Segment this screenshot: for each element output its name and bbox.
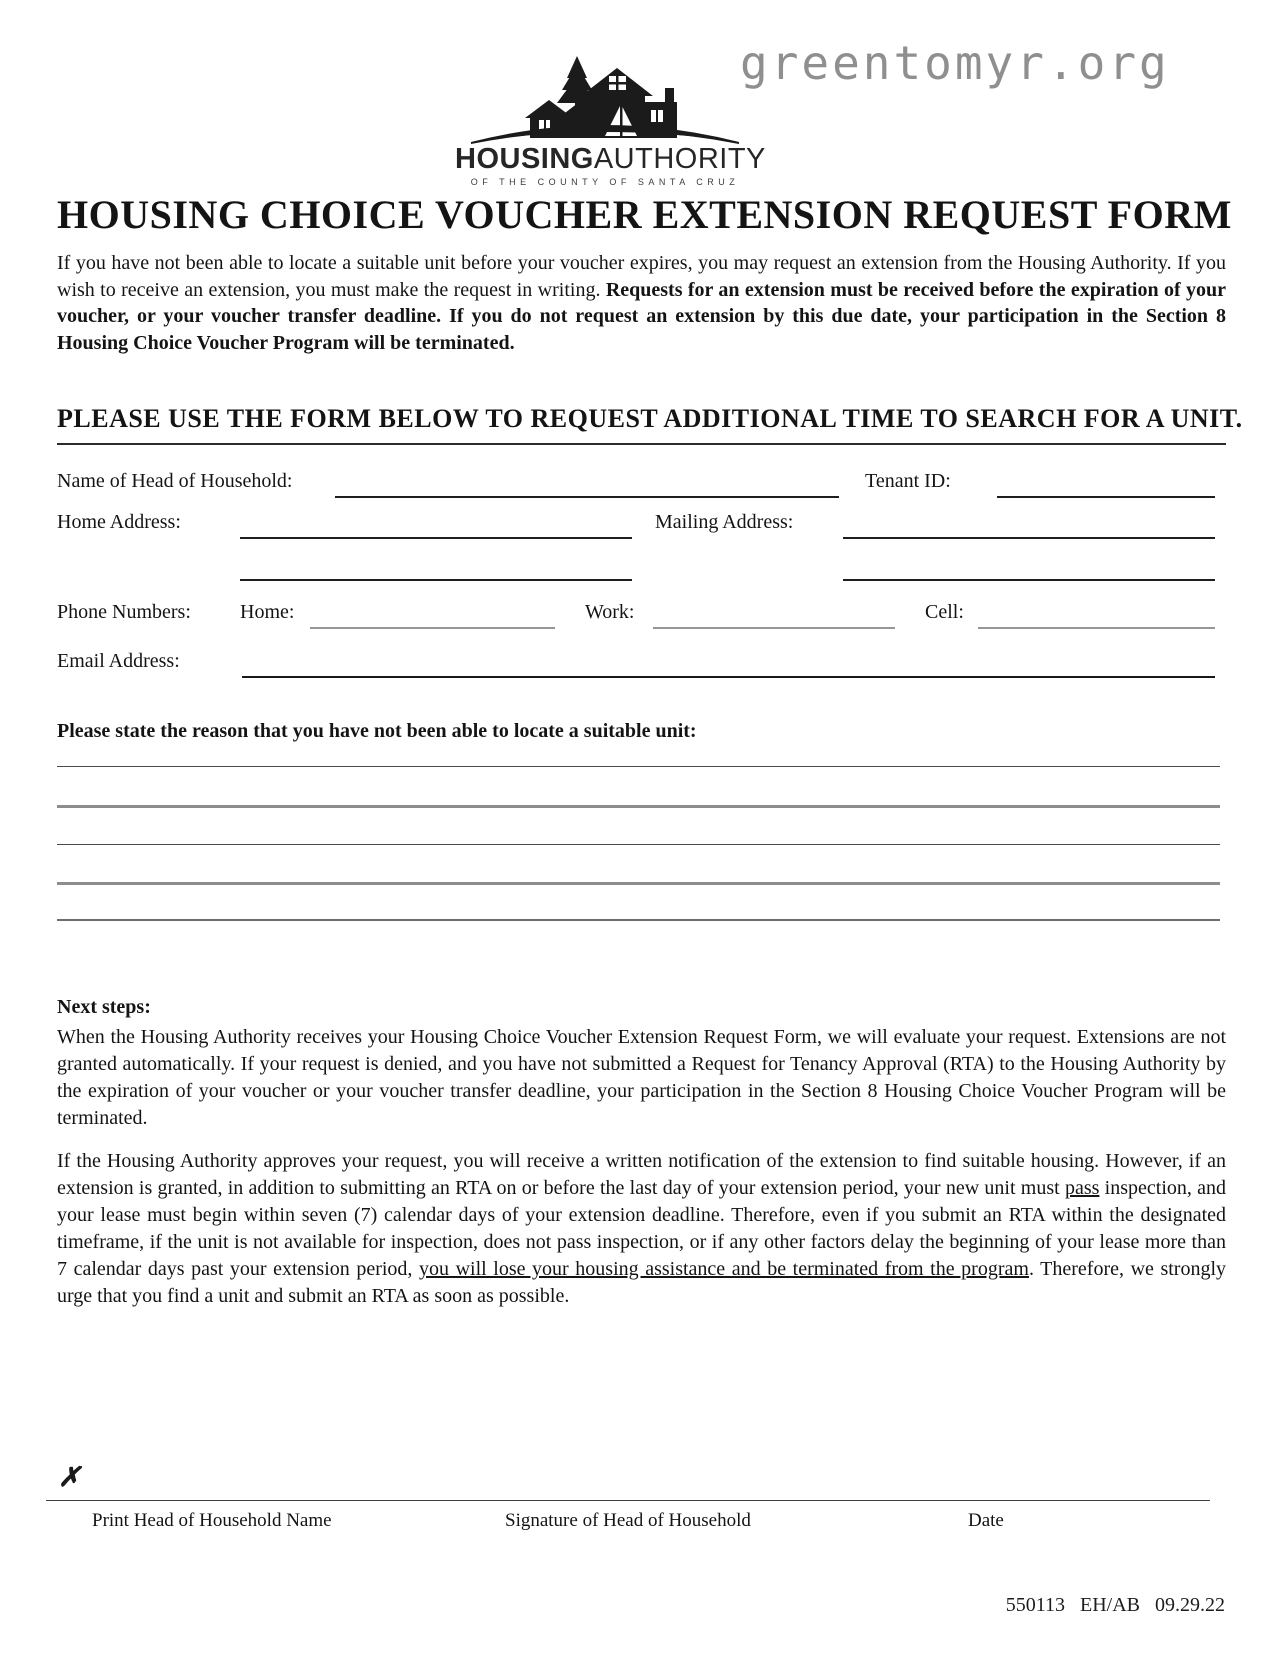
reason-line[interactable] — [57, 844, 1220, 845]
home-address-label: Home Address: — [57, 511, 181, 533]
form-title: HOUSING CHOICE VOUCHER EXTENSION REQUEST FORM — [57, 192, 1232, 237]
print-name-label: Print Head of Household Name — [92, 1510, 332, 1531]
phone-home-label: Home: — [240, 601, 295, 623]
housing-authority-logo — [455, 56, 766, 187]
mailing-address-blank-1[interactable] — [843, 537, 1215, 539]
p2-text-3: . Therefore, we strongly urge that you find a unit and submit an RTA as soon as possible. — [57, 1258, 1227, 1307]
p2-underline-pass: pass — [1064, 1177, 1100, 1199]
mailing-address-label: Mailing Address: — [655, 511, 794, 533]
home-address-blank-2[interactable] — [240, 579, 632, 581]
signature-x-mark: ✗ — [58, 1462, 81, 1492]
tenant-id-blank[interactable] — [997, 496, 1215, 498]
phone-work-label: Work: — [585, 601, 635, 623]
phone-home-blank[interactable] — [310, 627, 555, 629]
name-of-head-label: Name of Head of Household: — [57, 470, 293, 492]
reason-line[interactable] — [57, 766, 1220, 767]
next-steps-paragraph-1: When the Housing Authority receives your Housing Choice Voucher Extension Request Form, we will evaluate your request. Extensions are not granted automatically. If your request is denied, and you have not submitted a Request for Tenancy Approval (RTA) to the Housing Authority by the expiration of your voucher or your voucher transfer deadline, your participation in the Section 8 Housing Choice Voucher Program will be terminated. — [57, 1026, 1226, 1129]
signature-rule[interactable] — [46, 1500, 1210, 1501]
reason-line[interactable] — [57, 805, 1220, 808]
next-steps-paragraph-2 — [57, 1148, 1226, 1310]
logo-name — [455, 143, 766, 176]
phone-cell-blank[interactable] — [978, 627, 1215, 629]
phone-work-blank[interactable] — [653, 627, 895, 629]
phone-cell-label: Cell: — [925, 601, 964, 623]
home-address-blank-1[interactable] — [240, 537, 632, 539]
email-blank[interactable] — [242, 676, 1215, 678]
date-label: Date — [968, 1510, 1004, 1531]
mailing-address-blank-2[interactable] — [843, 579, 1215, 581]
logo-name-housing: HOUSING — [455, 143, 594, 175]
reason-prompt: Please state the reason that you have not been able to locate a suitable unit: — [57, 720, 697, 742]
next-steps-heading: Next steps: — [57, 996, 151, 1018]
tenant-id-label: Tenant ID: — [865, 470, 951, 492]
logo-subtitle: OF THE COUNTY OF SANTA CRUZ — [470, 177, 740, 187]
signature-label: Signature of Head of Household — [505, 1510, 751, 1531]
intro-bold-text: Requests for an extension must be received before the expiration of your voucher, or your voucher transfer deadline. If you do not request an extension by this due date, your participation in the Section 8 Housing Choice Voucher Program will be terminated. — [57, 278, 1226, 354]
reason-line[interactable] — [57, 882, 1220, 885]
intro-normal-text: If you have not been able to locate a suitable unit before your voucher expires, you may request an extension from the Housing Authority. If you wish to receive an extension, you must make the request in writing. — [57, 252, 1226, 301]
form-instructions-heading: PLEASE USE THE FORM BELOW TO REQUEST ADDITIONAL TIME TO SEARCH FOR A UNIT. — [57, 404, 1226, 445]
p2-underline-terminated: you will lose your housing assistance and be terminated from the program — [419, 1258, 1029, 1280]
name-of-head-blank[interactable] — [335, 496, 839, 498]
logo-name-authority: AUTHORITY — [593, 143, 766, 175]
intro-paragraph — [57, 250, 1226, 356]
p2-text-1: If the Housing Authority approves your request, you will receive a written notification of the extension to find suitable housing. However, if an extension is granted, in addition to submitting an RTA on or before the last day of your extension period, your new unit must — [57, 1150, 1226, 1199]
footer-code: 550113 EH/AB 09.29.22 — [1005, 1594, 1225, 1616]
reason-line[interactable] — [57, 919, 1220, 921]
email-label: Email Address: — [57, 650, 180, 672]
p2-text-2: inspection, and your lease must begin within seven (7) calendar days of your extension deadline. Therefore, even if you submit an RTA within the designated timeframe, if the unit is not available for inspection, does not pass inspection, or if any other factors delay the beginning of your lease more than 7 calendar days past your extension period, — [57, 1177, 1227, 1280]
logo-houses-icon — [469, 56, 741, 144]
watermark-text: greentomyr.org — [740, 36, 1170, 90]
phone-numbers-label: Phone Numbers: — [57, 601, 191, 623]
